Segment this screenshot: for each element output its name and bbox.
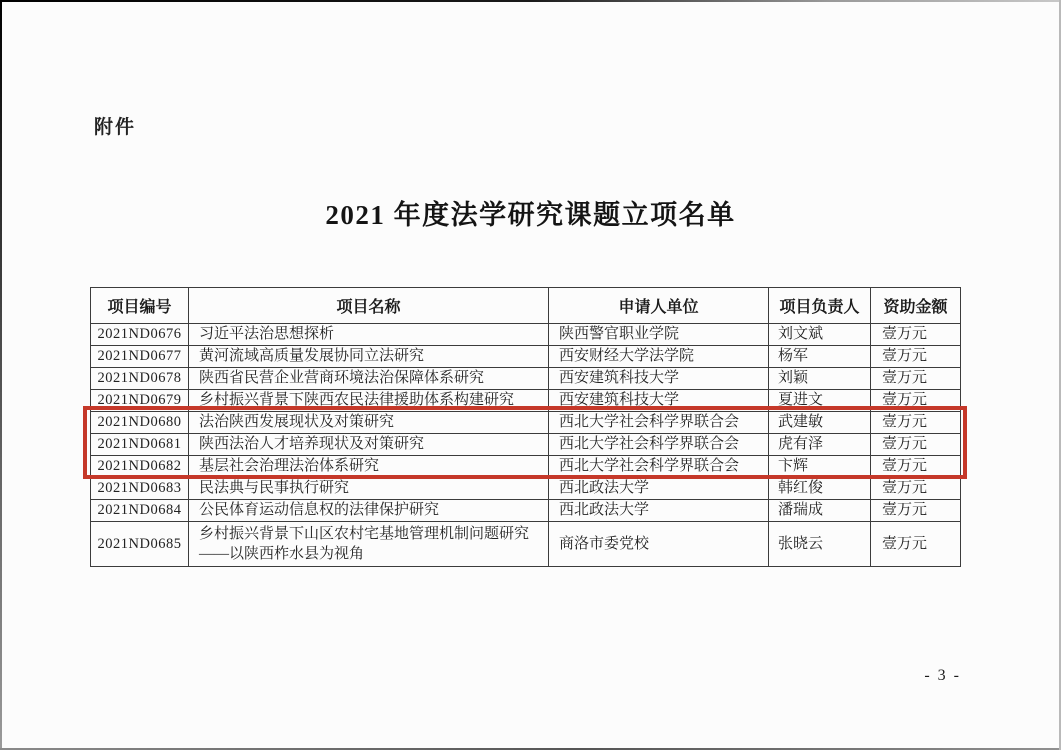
cell-project-id: 2021ND0683 [91, 478, 189, 500]
table-row-highlighted [91, 456, 961, 478]
header-project-name: 项目名称 [189, 288, 549, 324]
cell-project-name: 民法典与民事执行研究 [189, 478, 549, 500]
table-row-highlighted [91, 412, 961, 434]
cell-project-id: 2021ND0680 [91, 412, 189, 434]
cell-applicant-unit: 西安建筑科技大学 [549, 368, 769, 390]
scan-edge-left [0, 0, 2, 750]
cell-project-name: 陕西省民营企业营商环境法治保障体系研究 [189, 368, 549, 390]
cell-project-leader: 夏进文 [769, 390, 871, 412]
cell-project-id: 2021ND0682 [91, 456, 189, 478]
scan-edge-top [0, 0, 1061, 2]
cell-funding-amount: 壹万元 [871, 324, 961, 346]
cell-project-id: 2021ND0678 [91, 368, 189, 390]
cell-project-id: 2021ND0677 [91, 346, 189, 368]
cell-funding-amount: 壹万元 [871, 346, 961, 368]
cell-funding-amount: 壹万元 [871, 478, 961, 500]
cell-applicant-unit: 西北大学社会科学界联合会 [549, 412, 769, 434]
table-row [91, 346, 961, 368]
cell-project-leader: 潘瑞成 [769, 500, 871, 522]
cell-project-name: 黄河流域高质量发展协同立法研究 [189, 346, 549, 368]
header-project-id: 项目编号 [91, 288, 189, 324]
table-row [91, 522, 961, 567]
table-row [91, 500, 961, 522]
cell-project-id: 2021ND0679 [91, 390, 189, 412]
projects-table-grid [90, 287, 961, 567]
cell-project-leader: 虎有泽 [769, 434, 871, 456]
cell-applicant-unit: 商洛市委党校 [549, 522, 769, 567]
table-row [91, 324, 961, 346]
cell-funding-amount: 壹万元 [871, 456, 961, 478]
header-funding-amount: 资助金额 [871, 288, 961, 324]
attachment-label: 附件 [94, 117, 137, 138]
document-title: 2021 年度法学研究课题立项名单 [325, 200, 736, 230]
cell-funding-amount: 壹万元 [871, 368, 961, 390]
cell-project-leader: 卞辉 [769, 456, 871, 478]
cell-applicant-unit: 西安财经大学法学院 [549, 346, 769, 368]
cell-funding-amount: 壹万元 [871, 390, 961, 412]
cell-project-name: 乡村振兴背景下山区农村宅基地管理机制问题研究——以陕西柞水县为视角 [189, 522, 549, 567]
cell-applicant-unit: 西北政法大学 [549, 478, 769, 500]
cell-funding-amount: 壹万元 [871, 522, 961, 567]
projects-table [90, 287, 960, 567]
table-row [91, 390, 961, 412]
cell-project-name: 陕西法治人才培养现状及对策研究 [189, 434, 549, 456]
cell-funding-amount: 壹万元 [871, 500, 961, 522]
cell-project-leader: 刘文斌 [769, 324, 871, 346]
header-project-leader: 项目负责人 [769, 288, 871, 324]
cell-project-leader: 刘颖 [769, 368, 871, 390]
table-row [91, 478, 961, 500]
cell-applicant-unit: 西安建筑科技大学 [549, 390, 769, 412]
cell-funding-amount: 壹万元 [871, 434, 961, 456]
table-row [91, 368, 961, 390]
cell-project-name: 习近平法治思想探析 [189, 324, 549, 346]
cell-project-leader: 张晓云 [769, 522, 871, 567]
cell-project-id: 2021ND0685 [91, 522, 189, 567]
cell-applicant-unit: 陕西警官职业学院 [549, 324, 769, 346]
cell-applicant-unit: 西北大学社会科学界联合会 [549, 434, 769, 456]
cell-funding-amount: 壹万元 [871, 412, 961, 434]
table-header-row [91, 288, 961, 324]
cell-applicant-unit: 西北政法大学 [549, 500, 769, 522]
cell-project-leader: 韩红俊 [769, 478, 871, 500]
cell-applicant-unit: 西北大学社会科学界联合会 [549, 456, 769, 478]
page-number: - 3 - [924, 667, 961, 684]
cell-project-leader: 武建敏 [769, 412, 871, 434]
cell-project-id: 2021ND0684 [91, 500, 189, 522]
cell-project-name: 乡村振兴背景下陕西农民法律援助体系构建研究 [189, 390, 549, 412]
cell-project-name: 基层社会治理法治体系研究 [189, 456, 549, 478]
cell-project-name: 法治陕西发展现状及对策研究 [189, 412, 549, 434]
cell-project-name: 公民体育运动信息权的法律保护研究 [189, 500, 549, 522]
cell-project-id: 2021ND0676 [91, 324, 189, 346]
table-row-highlighted [91, 434, 961, 456]
cell-project-id: 2021ND0681 [91, 434, 189, 456]
header-applicant-unit: 申请人单位 [549, 288, 769, 324]
cell-project-leader: 杨军 [769, 346, 871, 368]
